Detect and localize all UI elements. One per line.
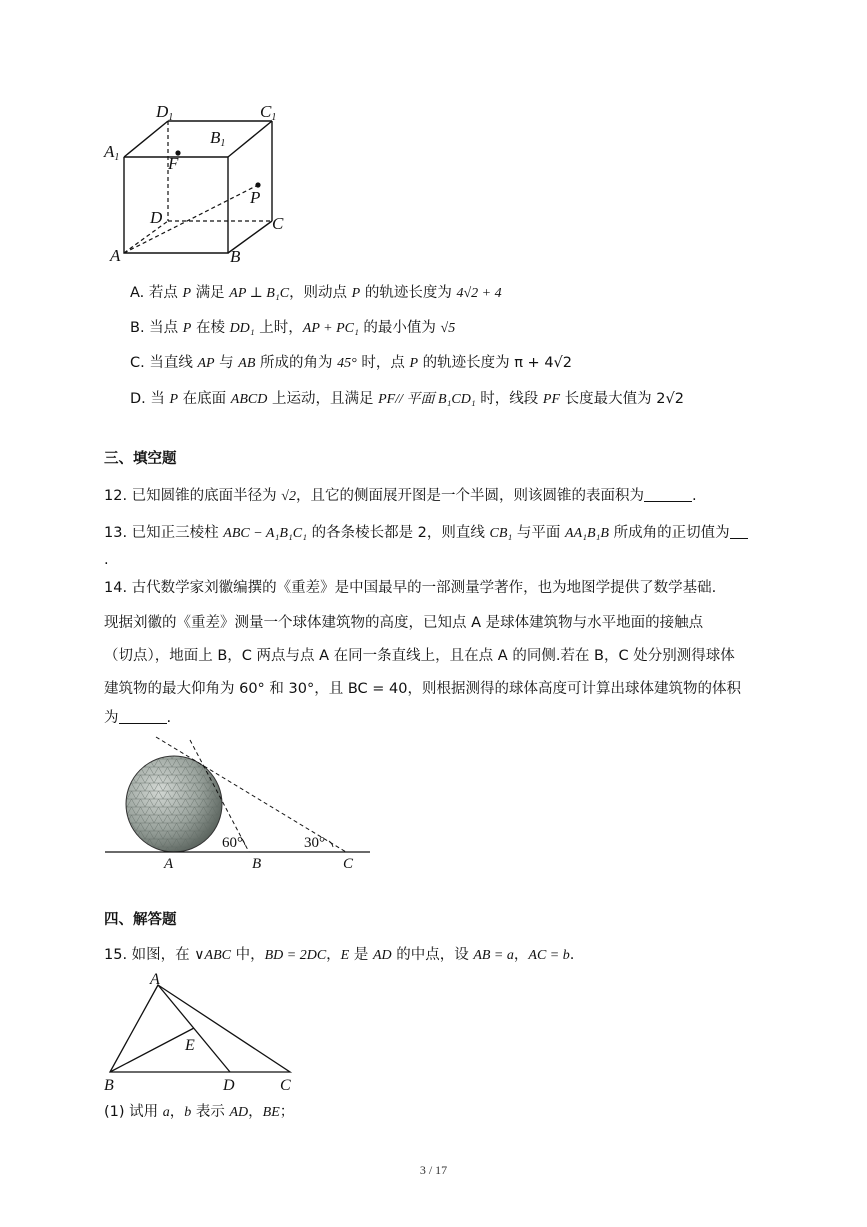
label-A: A <box>110 246 121 265</box>
tri-label-d: D <box>223 1077 235 1094</box>
label-C1: C1 <box>260 102 277 123</box>
label-B1: B1 <box>210 128 226 149</box>
tri-label-b: B <box>104 1077 114 1094</box>
point-a-label: A <box>164 856 174 872</box>
cube-figure <box>100 95 300 270</box>
tri-label-c: C <box>280 1077 291 1094</box>
question-13: 13. 已知正三棱柱 ABC − A₁B₁C₁ 的各条棱长都是 2，则直线 CB₁ 与平面 AA₁B₁B 所成角的正切值为 <box>104 523 748 544</box>
angle-60-label: 60° <box>222 835 243 851</box>
label-A1: A1 <box>104 142 120 163</box>
tri-label-e: E <box>185 1037 195 1054</box>
label-P: P <box>250 188 261 207</box>
page-number: 3 / 17 <box>419 1163 448 1177</box>
answer-blank <box>644 487 692 502</box>
question-14-line-1: 14. 古代数学家刘徽编撰的《重差》是中国最早的一部测量学著作，也为地图学提供了数学基础. <box>104 580 717 596</box>
question-13-end: . <box>104 552 109 568</box>
label-C: C <box>272 214 284 233</box>
point-c-label: C <box>343 856 354 872</box>
section-title-fill-in: 三、填空题 <box>104 451 177 467</box>
angle-30-label: 30° <box>304 835 325 851</box>
point-b-label: B <box>252 856 262 872</box>
question-15-part-1: (1) 试用 a，b 表示 AD，BE； <box>104 1104 295 1120</box>
question-14-line-3: （切点），地面上 B，C 两点与点 A 在同一条直线上，且在点 A 的同侧.若在 B，C 处分别测得球体 <box>104 648 735 664</box>
tri-label-a: A <box>150 972 160 988</box>
question-15: 15. 如图，在 ∨ABC 中，BD = 2DC，E 是 AD 的中点，设 AB = a，AC = b. <box>104 947 575 963</box>
question-14-line-2: 现据刘徽的《重差》测量一个球体建筑物的高度，已知点 A 是球体建筑物与水平地面的接触点 <box>104 615 704 631</box>
option-d: D. 当 P 在底面 ABCD 上运动，且满足 PF// 平面 B₁CD₁ 时，线段 PF 长度最大值为 2√2 <box>130 391 684 407</box>
answer-blank <box>730 524 748 539</box>
triangle-figure <box>100 972 300 1097</box>
label-B: B <box>230 247 241 266</box>
label-D1: D1 <box>156 102 174 123</box>
option-b: B. 当点 P 在棱 DD₁ 上时，AP + PC₁ 的最小值为 √5 <box>130 320 456 336</box>
question-12: 12. 已知圆锥的底面半径为 √2，且它的侧面展开图是一个半圆，则该圆锥的表面积为 . <box>104 488 697 504</box>
sphere-figure <box>100 735 375 875</box>
label-D: D <box>150 208 163 227</box>
question-14-line-4: 建筑物的最大仰角为 60° 和 30°，且 BC = 40，则根据测得的球体高度可计算出球体建筑物的体积 <box>104 681 741 697</box>
answer-blank <box>119 709 167 724</box>
option-c: C. 当直线 AP 与 AB 所成的角为 45° 时，点 P 的轨迹长度为 π + 4√2 <box>130 355 573 371</box>
section-title-solve: 四、解答题 <box>104 912 177 928</box>
question-14-line-5: 为 . <box>104 710 172 726</box>
label-F: F <box>168 154 179 173</box>
option-a: A. 若点 P 满足 AP ⊥ B₁C，则动点 P 的轨迹长度为 4√2 + 4 <box>130 285 502 301</box>
